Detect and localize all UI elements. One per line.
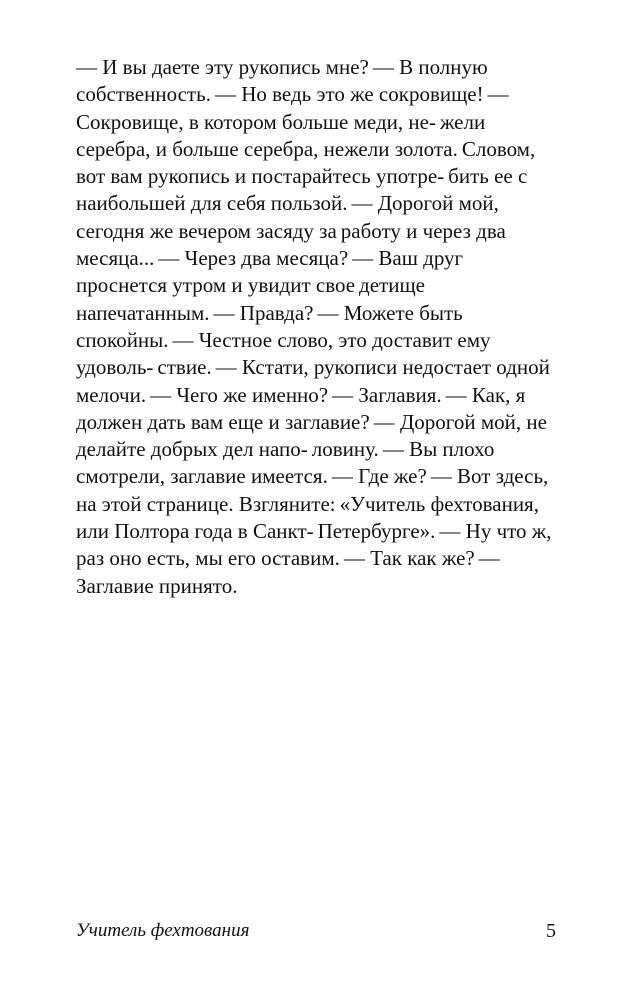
text-line: — Можете быть спокойны. [76, 300, 463, 352]
text-line: — Сокровище, в котором больше меди, не- [76, 82, 509, 134]
text-line: — Чего же именно? [150, 382, 329, 407]
text-line: бить ее с наибольшей для себя пользой. [76, 164, 528, 216]
text-line: — В полную собственность. [76, 55, 488, 107]
text-line: — Через два месяца? [158, 246, 349, 271]
text-line: детище напечатанным. [76, 273, 425, 325]
text-line: — Честное слово, это доставит ему удоволь- [76, 327, 491, 380]
text-line: — Но ведь это же сокровище! [214, 82, 484, 107]
text-line: — Как, я должен дать вам еще и заглавие? [76, 382, 526, 434]
text-line: ловину. [311, 437, 379, 462]
text-line: — Заглавие принято. [76, 546, 500, 598]
text-line: Словом, вот вам рукопись и постарайтесь употре- [76, 136, 536, 189]
page-text [76, 54, 556, 600]
page-number: 5 [546, 920, 556, 942]
text-line: — Ваш друг проснется утром и увидит свое [76, 246, 464, 298]
text-line: — Правда? [213, 300, 314, 325]
text-line: — Где же? [331, 464, 427, 489]
text-line: «Учитель фехтования, или Полтора года в Санкт- [76, 491, 539, 544]
text-line: работу и через два месяца... [76, 218, 506, 271]
running-footer-title: Учитель фехтования [76, 920, 250, 941]
text-line: — Ну что ж, раз оно есть, мы его оставим. [76, 519, 552, 571]
text-line: — Так как же? [343, 546, 475, 571]
text-line: — Дорогой мой, сегодня же вечером засяду за [76, 191, 499, 243]
text-line: — Кстати, рукописи недостает одной мелочи. [76, 355, 550, 407]
text-line: — Дорогой мой, не делайте добрых дел напо- [76, 409, 547, 462]
text-line: — Заглавия. [332, 382, 442, 407]
text-line: Петербурге». [317, 519, 436, 544]
text-line: — Вот здесь, на этой странице. Взгляните: [76, 464, 549, 516]
text-line: жели серебра, и больше серебра, нежели золота. [76, 109, 486, 161]
text-line: ствие. [157, 355, 212, 380]
text-line: — И вы даете эту рукопись мне? [76, 55, 369, 79]
text-line: — Вы плохо смотрели, заглавие имеется. [76, 437, 495, 489]
page-footer [76, 920, 556, 950]
